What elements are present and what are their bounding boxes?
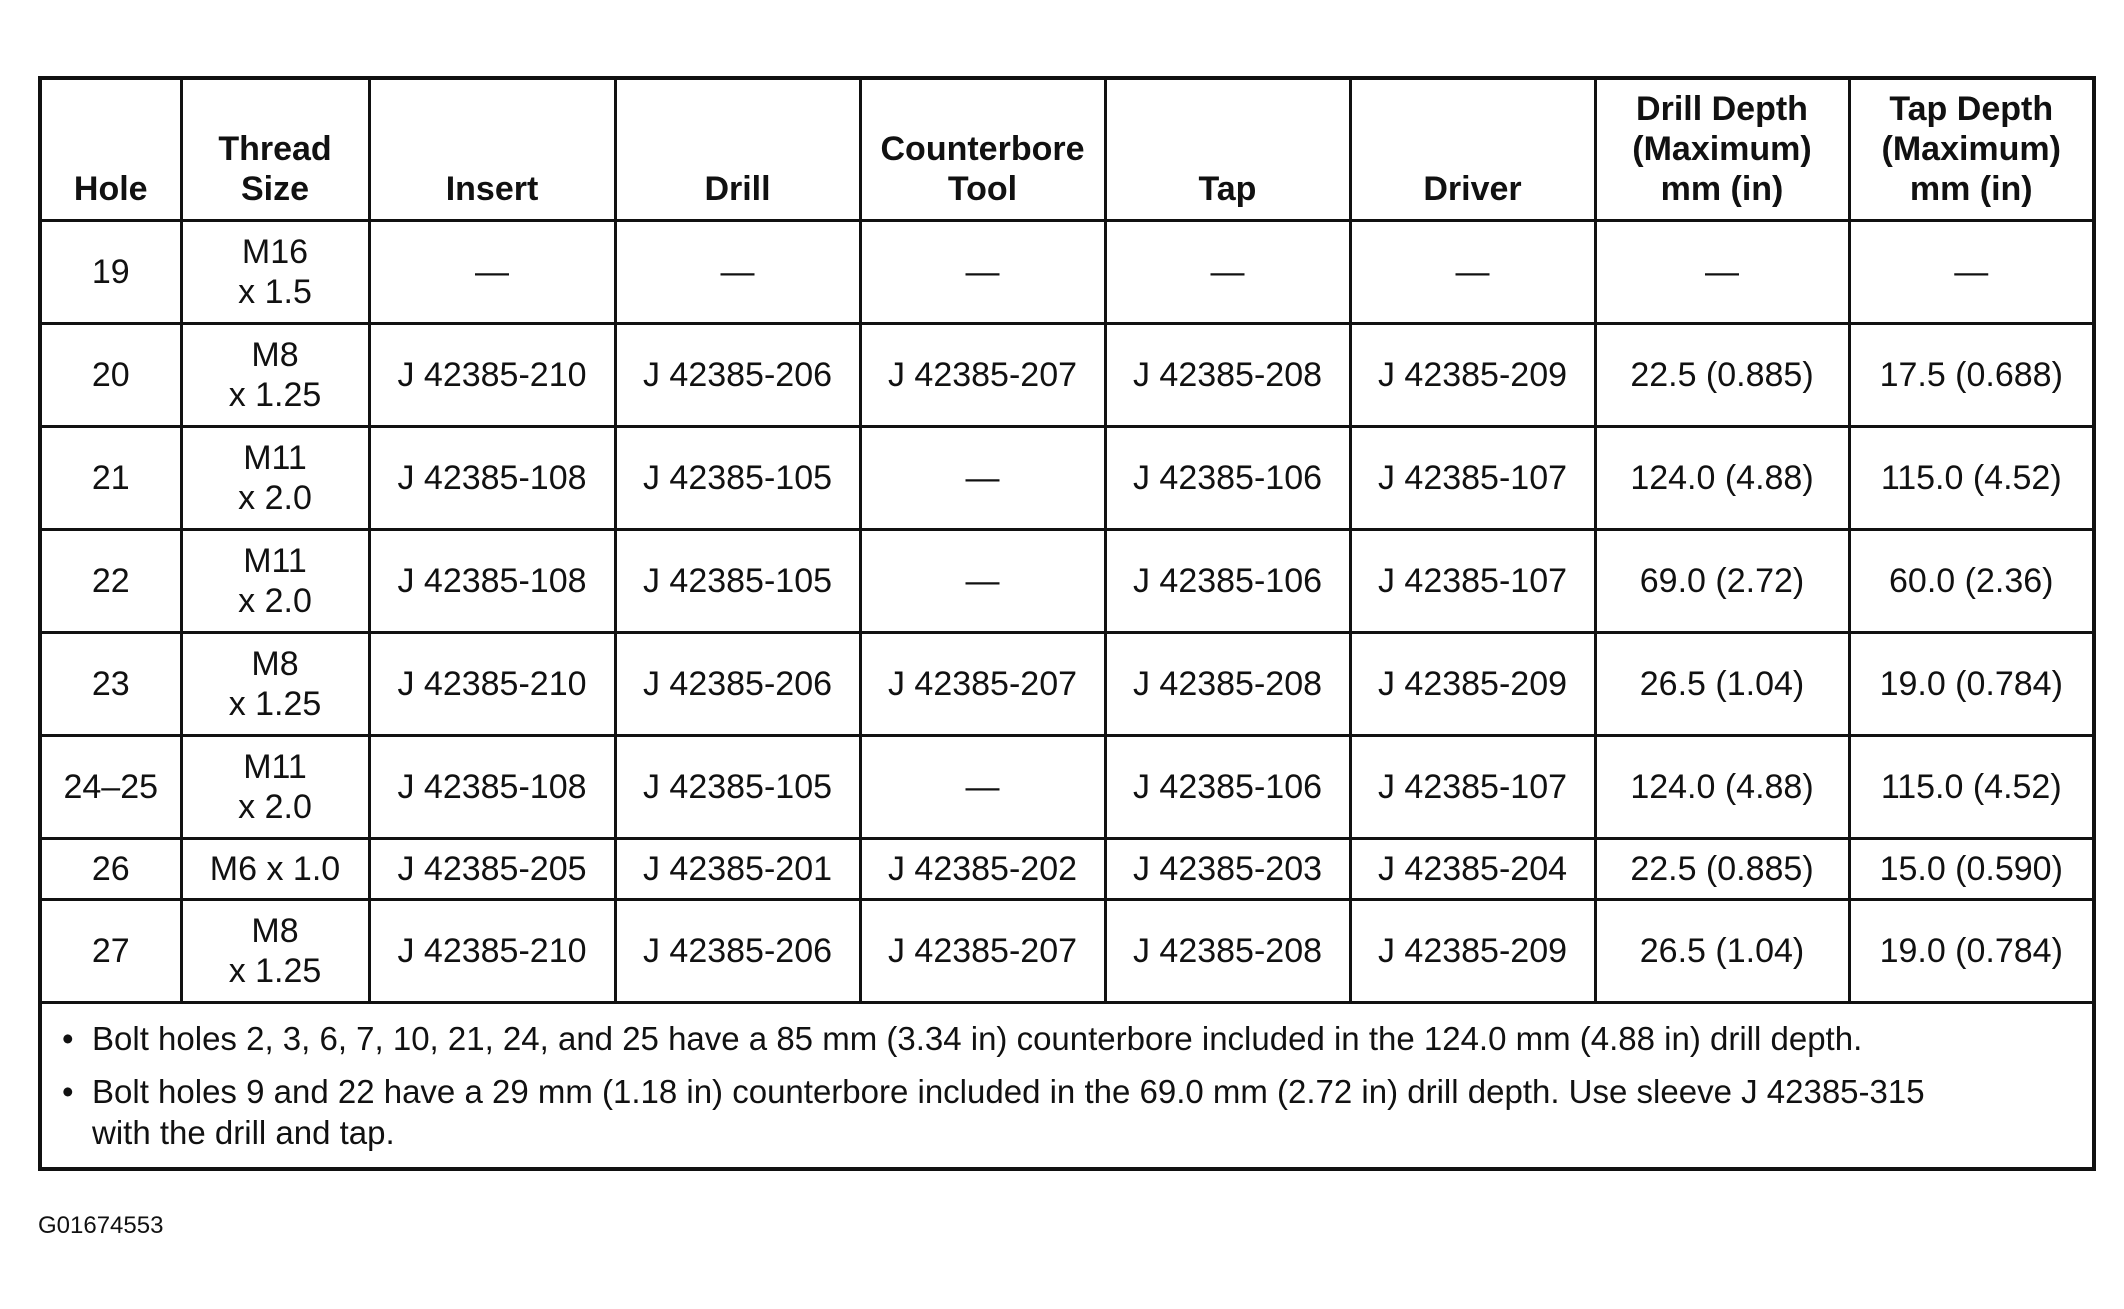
cell-tap-depth: 15.0 (0.590): [1849, 839, 2094, 900]
cell-counterbore-tool: J 42385-202: [860, 839, 1105, 900]
column-header-line: Drill Depth: [1636, 90, 1808, 128]
cell-hole: 27: [40, 900, 181, 1003]
table-row: [40, 324, 2094, 427]
cell-counterbore-tool: J 42385-207: [860, 324, 1105, 427]
cell-tap: J 42385-106: [1105, 530, 1350, 633]
cell-drill-depth: 124.0 (4.88): [1595, 427, 1849, 530]
cell-tap-depth: 19.0 (0.784): [1849, 633, 2094, 736]
cell-thread-size: [181, 324, 369, 427]
column-header-line: Drill: [704, 170, 771, 208]
column-header-counterbore-tool: [860, 78, 1105, 221]
cell-tap-depth: —: [1849, 221, 2094, 324]
cell-driver: —: [1350, 221, 1595, 324]
cell-insert: J 42385-210: [369, 900, 615, 1003]
cell-tap: J 42385-208: [1105, 324, 1350, 427]
thread-size-line: x 1.25: [228, 685, 322, 723]
note-item: [62, 1071, 2072, 1153]
cell-counterbore-tool: —: [860, 221, 1105, 324]
column-header-line: Hole: [73, 170, 148, 208]
thread-size-line: M8: [251, 645, 299, 683]
column-header-line: (Maximum): [1632, 130, 1812, 168]
table-row: [40, 633, 2094, 736]
cell-tap: J 42385-208: [1105, 633, 1350, 736]
thread-size-line: x 1.25: [228, 952, 322, 990]
cell-thread-size: [181, 530, 369, 633]
cell-drill-depth: —: [1595, 221, 1849, 324]
thread-size-line: M11: [243, 542, 307, 580]
column-header-line: Driver: [1423, 170, 1522, 208]
cell-driver: J 42385-209: [1350, 324, 1595, 427]
cell-hole: 20: [40, 324, 181, 427]
header-row: [40, 78, 2094, 221]
cell-drill: J 42385-105: [615, 736, 860, 839]
column-header-line: Tap: [1198, 170, 1257, 208]
column-header-line: Tap Depth: [1889, 90, 2054, 128]
column-header-line: Tool: [947, 170, 1018, 208]
table-row: [40, 900, 2094, 1003]
cell-drill: J 42385-206: [615, 633, 860, 736]
column-header-line: mm (in): [1909, 170, 2033, 208]
cell-tap-depth: 115.0 (4.52): [1849, 736, 2094, 839]
notes-row: [40, 1003, 2094, 1170]
cell-tap-depth: 19.0 (0.784): [1849, 900, 2094, 1003]
cell-drill: J 42385-105: [615, 530, 860, 633]
bullet-icon: •: [62, 1020, 74, 1057]
column-header-insert: [369, 78, 615, 221]
cell-drill: —: [615, 221, 860, 324]
cell-driver: J 42385-209: [1350, 900, 1595, 1003]
column-header-line: Insert: [445, 170, 539, 208]
cell-tap: J 42385-203: [1105, 839, 1350, 900]
column-header-line: (Maximum): [1881, 130, 2061, 168]
cell-hole: 19: [40, 221, 181, 324]
column-header-drill: [615, 78, 860, 221]
note-text: Bolt holes 9 and 22 have a 29 mm (1.18 in) counterbore included in the 69.0 mm (2.72 in) drill depth. Use sleeve J 42385-315 with the drill and tap.: [92, 1073, 1925, 1151]
cell-tap: J 42385-208: [1105, 900, 1350, 1003]
table-body: [40, 221, 2094, 1170]
cell-thread-size: [181, 427, 369, 530]
thread-size-line: M16: [241, 233, 309, 271]
cell-tap: J 42385-106: [1105, 427, 1350, 530]
cell-drill-depth: 69.0 (2.72): [1595, 530, 1849, 633]
bullet-icon: •: [62, 1073, 74, 1110]
cell-insert: J 42385-210: [369, 324, 615, 427]
column-header-line: mm (in): [1660, 170, 1784, 208]
thread-size-line: M6 x 1.0: [209, 850, 341, 888]
thread-size-line: M11: [243, 748, 307, 786]
cell-thread-size: [181, 633, 369, 736]
figure-id: G01674553: [38, 1212, 164, 1239]
column-header-thread-size: [181, 78, 369, 221]
cell-counterbore-tool: —: [860, 736, 1105, 839]
note-item: [62, 1018, 2072, 1059]
cell-hole: 22: [40, 530, 181, 633]
column-header-line: Counterbore: [880, 130, 1085, 168]
thread-size-line: x 1.5: [238, 273, 312, 311]
column-header-tap: [1105, 78, 1350, 221]
cell-insert: J 42385-205: [369, 839, 615, 900]
table-row: [40, 221, 2094, 324]
cell-tap-depth: 17.5 (0.688): [1849, 324, 2094, 427]
specification-table: [38, 76, 2096, 1171]
cell-driver: J 42385-107: [1350, 427, 1595, 530]
cell-insert: J 42385-210: [369, 633, 615, 736]
table-row: [40, 839, 2094, 900]
cell-drill-depth: 124.0 (4.88): [1595, 736, 1849, 839]
thread-size-line: x 2.0: [238, 479, 312, 517]
cell-drill-depth: 22.5 (0.885): [1595, 839, 1849, 900]
cell-insert: —: [369, 221, 615, 324]
column-header-line: Thread: [218, 130, 332, 168]
column-header-drill-depth: [1595, 78, 1849, 221]
cell-insert: J 42385-108: [369, 427, 615, 530]
cell-driver: J 42385-107: [1350, 736, 1595, 839]
cell-driver: J 42385-204: [1350, 839, 1595, 900]
cell-tap: J 42385-106: [1105, 736, 1350, 839]
thread-size-line: x 2.0: [238, 582, 312, 620]
cell-tap: —: [1105, 221, 1350, 324]
thread-size-line: x 1.25: [228, 376, 322, 414]
column-header-driver: [1350, 78, 1595, 221]
cell-drill-depth: 22.5 (0.885): [1595, 324, 1849, 427]
cell-drill: J 42385-206: [615, 324, 860, 427]
notes-list: [62, 1018, 2072, 1153]
cell-thread-size: [181, 221, 369, 324]
cell-insert: J 42385-108: [369, 736, 615, 839]
table-row: [40, 736, 2094, 839]
cell-drill: J 42385-206: [615, 900, 860, 1003]
cell-hole: 21: [40, 427, 181, 530]
notes-cell: [40, 1003, 2094, 1170]
cell-counterbore-tool: —: [860, 427, 1105, 530]
cell-drill: J 42385-201: [615, 839, 860, 900]
cell-driver: J 42385-107: [1350, 530, 1595, 633]
cell-drill: J 42385-105: [615, 427, 860, 530]
cell-counterbore-tool: J 42385-207: [860, 633, 1105, 736]
cell-thread-size: [181, 839, 369, 900]
thread-size-line: M11: [243, 439, 307, 477]
thread-size-line: M8: [251, 912, 299, 950]
cell-thread-size: [181, 900, 369, 1003]
cell-hole: 26: [40, 839, 181, 900]
cell-driver: J 42385-209: [1350, 633, 1595, 736]
cell-tap-depth: 115.0 (4.52): [1849, 427, 2094, 530]
cell-counterbore-tool: J 42385-207: [860, 900, 1105, 1003]
cell-counterbore-tool: —: [860, 530, 1105, 633]
column-header-hole: [40, 78, 181, 221]
table-row: [40, 530, 2094, 633]
table-row: [40, 427, 2094, 530]
cell-drill-depth: 26.5 (1.04): [1595, 633, 1849, 736]
cell-thread-size: [181, 736, 369, 839]
thread-size-line: x 2.0: [238, 788, 312, 826]
cell-hole: 23: [40, 633, 181, 736]
note-text: Bolt holes 2, 3, 6, 7, 10, 21, 24, and 25 have a 85 mm (3.34 in) counterbore included in the 124.0 mm (4.88 in) drill depth.: [92, 1020, 1863, 1057]
cell-hole: 24–25: [40, 736, 181, 839]
cell-tap-depth: 60.0 (2.36): [1849, 530, 2094, 633]
cell-drill-depth: 26.5 (1.04): [1595, 900, 1849, 1003]
cell-insert: J 42385-108: [369, 530, 615, 633]
thread-size-line: M8: [251, 336, 299, 374]
column-header-tap-depth: [1849, 78, 2094, 221]
column-header-line: Size: [240, 170, 310, 208]
